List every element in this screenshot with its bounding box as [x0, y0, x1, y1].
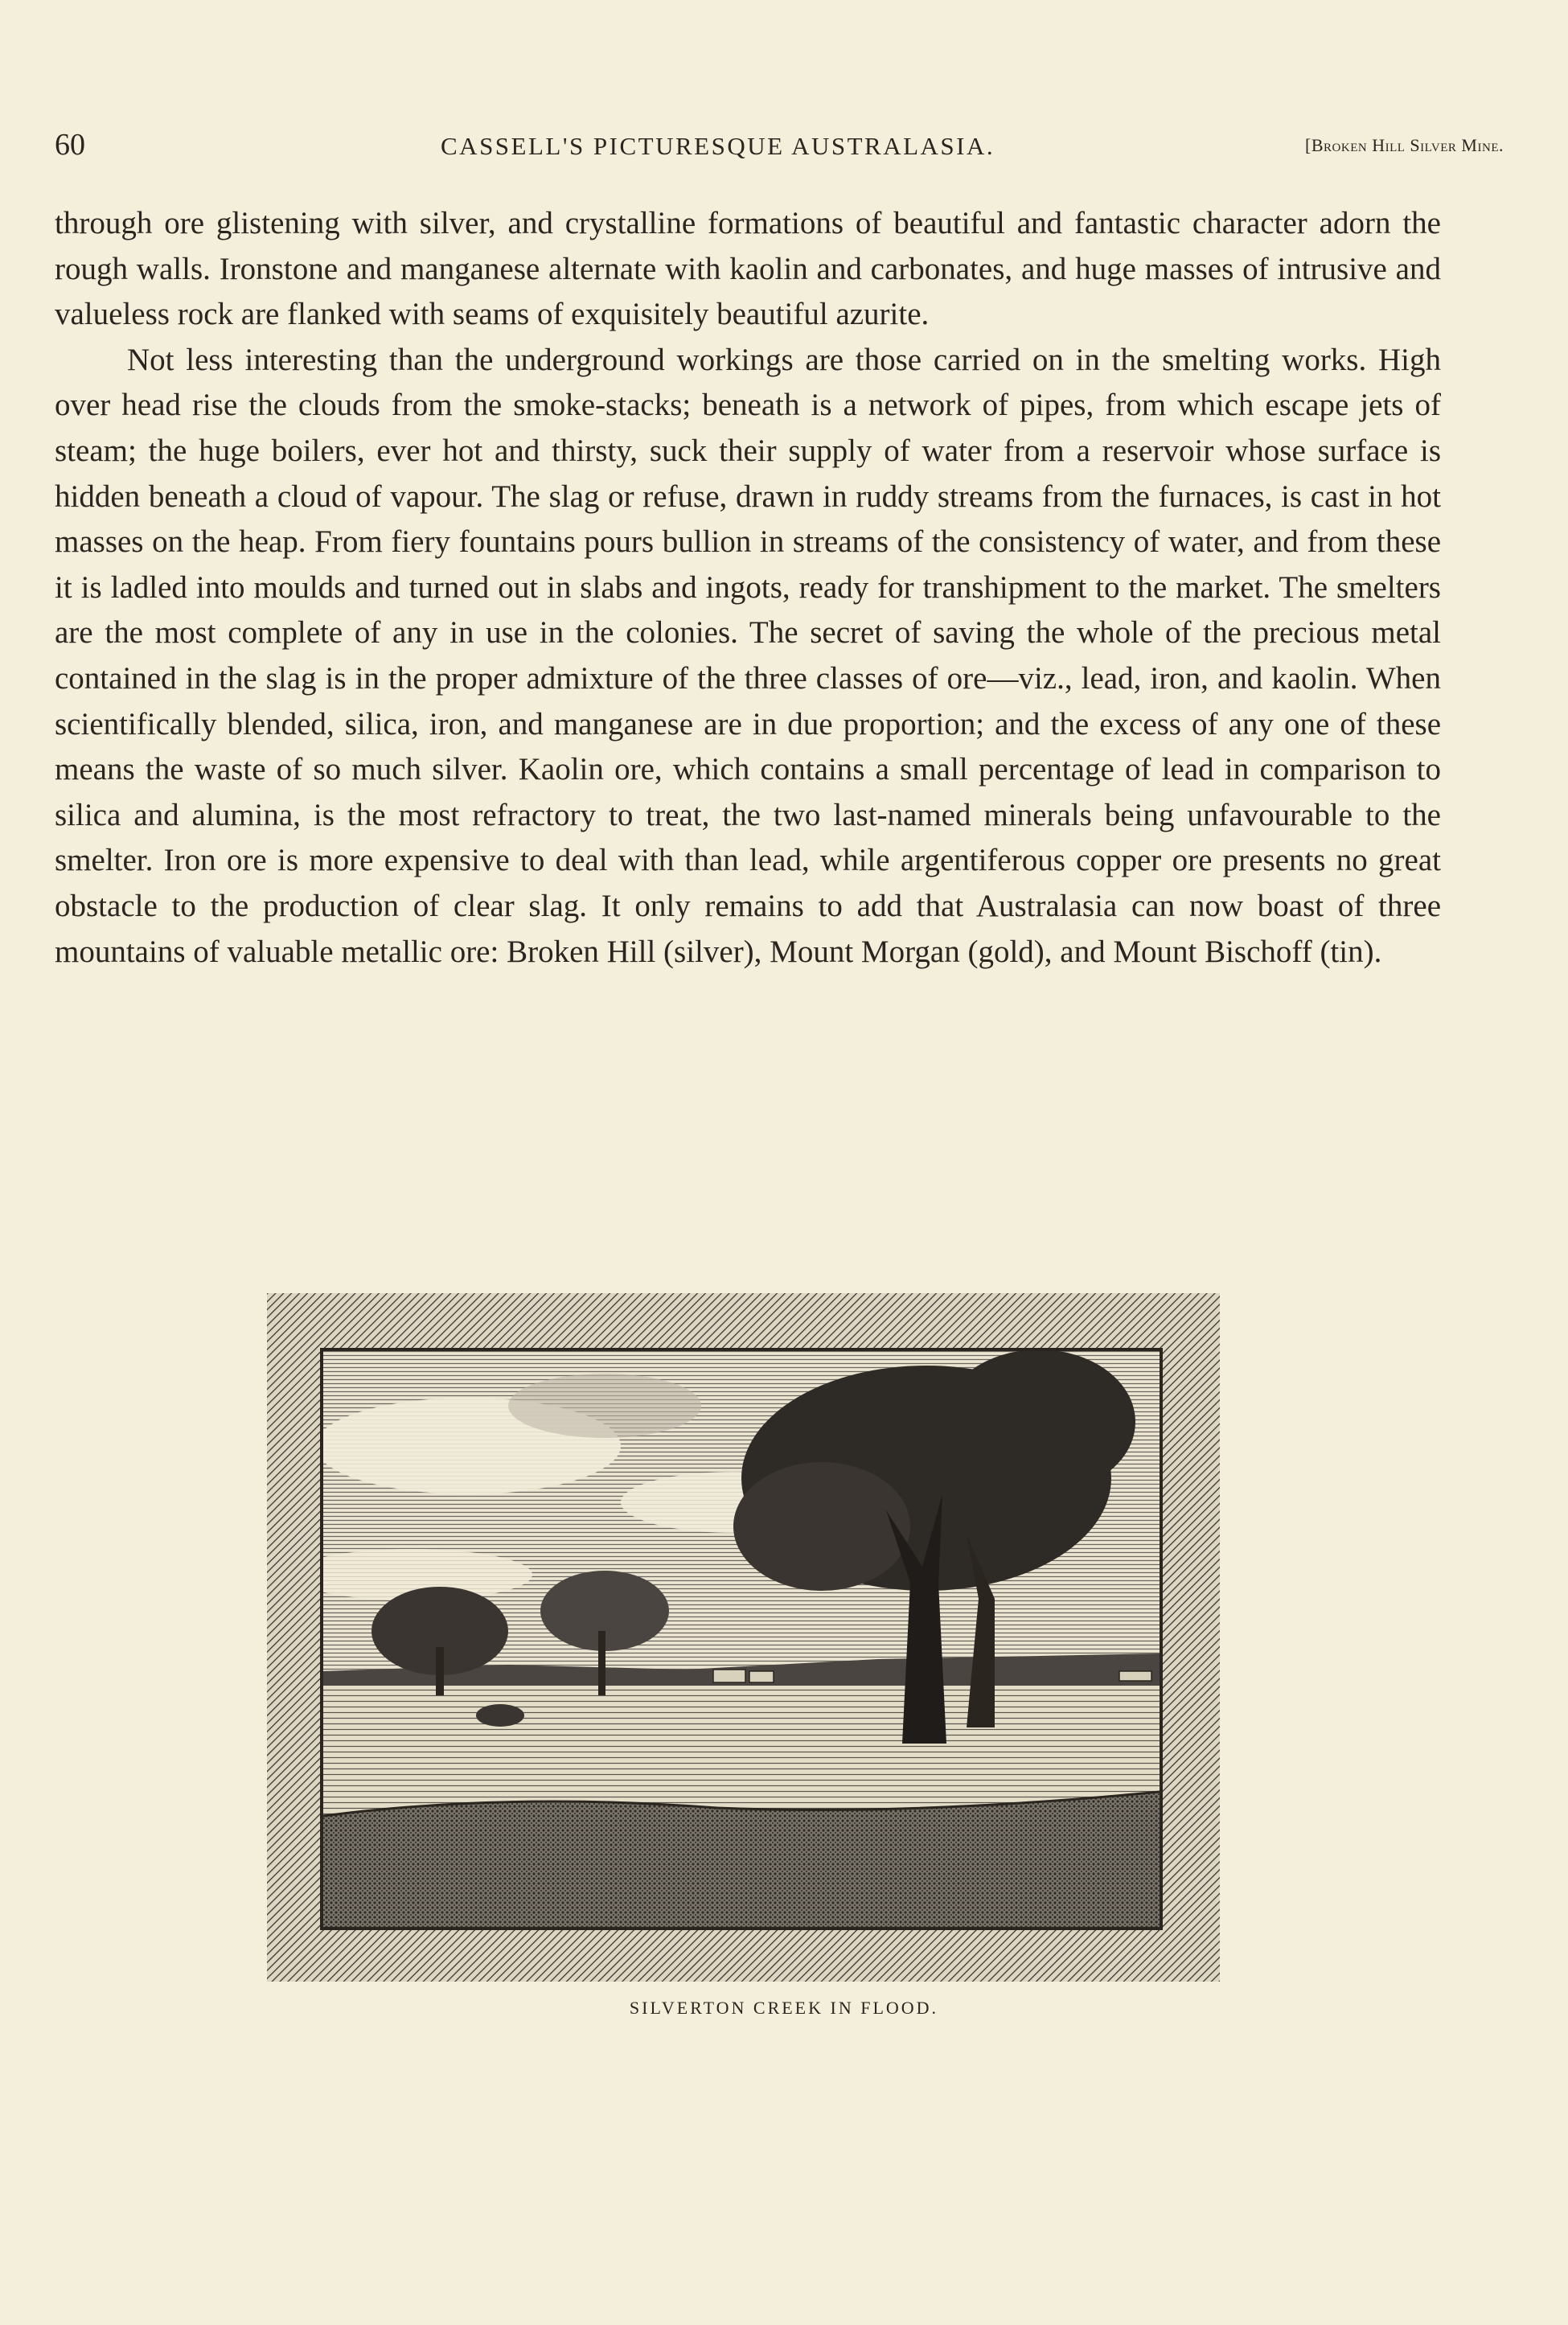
page-number: 60 — [55, 128, 85, 162]
figure-caption: SILVERTON CREEK IN FLOOD. — [629, 1998, 939, 2018]
running-title: CASSELL'S PICTURESQUE AUSTRALASIA. — [441, 132, 995, 160]
page-header — [55, 127, 1504, 167]
section-title: [Broken Hill Silver Mine. — [1305, 135, 1504, 155]
paragraph: Not less interesting than the underground workings are those carried on in the smelting works. High over head rise the clouds from the smoke-stacks; beneath is a network of pipes, from which escape jets of steam; the huge boilers, ever hot and thirsty, suck their supply of water from a reservoir whose surface is hidden beneath a cloud of vapour. The slag or refuse, drawn in ruddy streams from the furnaces, is cast in hot masses on the heap. From fiery fountains pours bullion in streams of the consistency of water, and from these it is ladled into moulds and turned out in slabs and ingots, ready for transhipment to the market. The smelters are the most complete of any in use in the colonies. The secret of saving the whole of the precious metal contained in the slag is in the proper admixture of the three classes of ore—viz., lead, iron, and kaolin. When scientifically blended, silica, iron, and manganese are in due proportion; and the excess of any one of these means the waste of so much silver. Kaolin ore, which contains a small percentage of lead in comparison to silica and alumina, is the most refractory to treat, the two last-named minerals being unfavourable to the smelter. Iron ore is more expensive to deal with than lead, while argentiferous copper ore presents no great obstacle to the production of clear slag. It only remains to add that Australasia can now boast of three mountains of valuable metallic ore: Broken Hill (silver), Mount Morgan (gold), and Mount Bischoff (tin). — [55, 342, 1441, 969]
engraving-illustration — [267, 1293, 1220, 1982]
body-text — [55, 201, 1441, 975]
paragraph: through ore glistening with silver, and crystalline formations of beautiful and fantastic character adorn the rough walls. Ironstone and manganese alternate with kaolin and carbonates, and huge masses of intrusive and valueless rock are flanked with seams of exquisitely beautiful azurite. — [55, 206, 1441, 332]
